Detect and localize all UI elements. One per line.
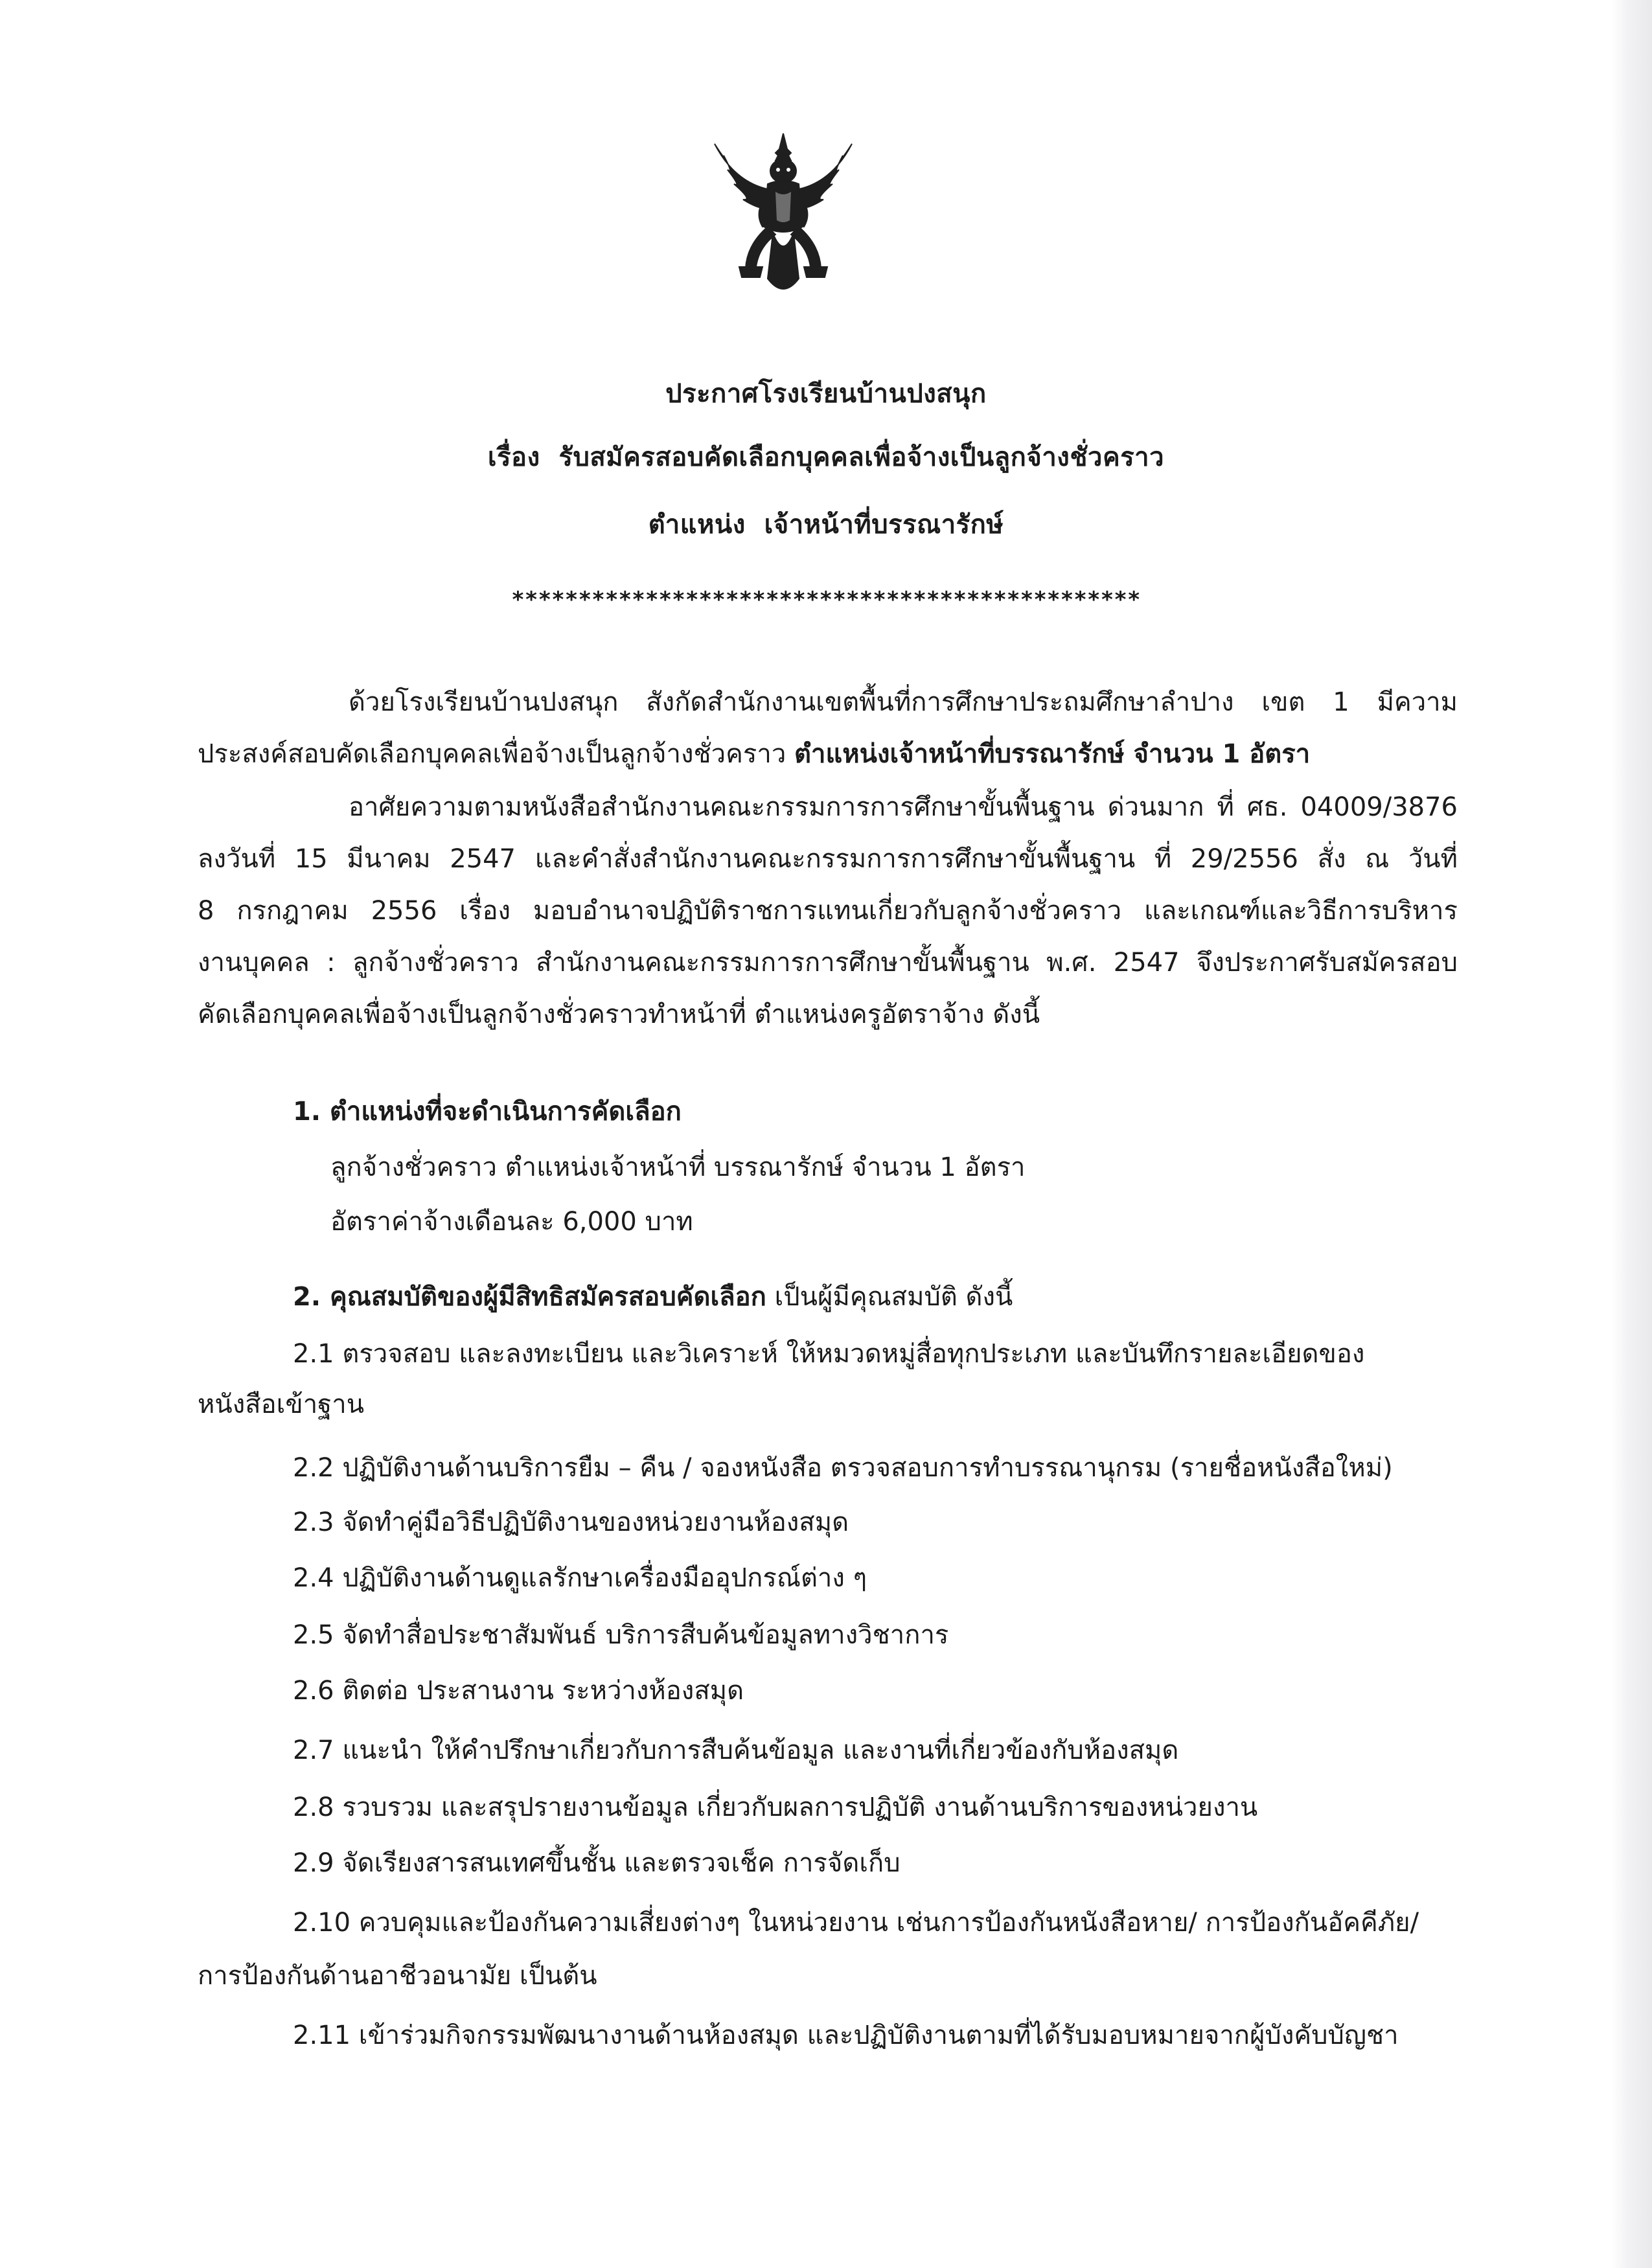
item-2-9: 2.9 จัดเรียงสารสนเทศขึ้นชั้น และตรวจเช็ค การจัดเก็บ [293, 1848, 901, 1878]
scan-edge-shadow [1612, 0, 1652, 2268]
intro-p2-line4: งานบุคคล : ลูกจ้างชั่วคราว สำนักงานคณะกรรมการการศึกษาขั้นพื้นฐาน พ.ศ. 2547 จึงประกาศรับสมัครสอบ [198, 948, 1458, 978]
item-2-11: 2.11 เข้าร่วมกิจกรรมพัฒนางานด้านห้องสมุด และปฏิบัติงานตามที่ได้รับมอบหมายจากผู้บังคับบัญชา [293, 2021, 1399, 2050]
intro-p2-line2: ลงวันที่ 15 มีนาคม 2547 และคำสั่งสำนักงานคณะกรรมการการศึกษาขั้นพื้นฐาน ที่ 29/2556 สั่ง ณ วันที่ [198, 844, 1458, 874]
intro-p2-line5: คัดเลือกบุคคลเพื่อจ้างเป็นลูกจ้างชั่วคราวทำหน้าที่ ตำแหน่งครูอัตราจ้าง ดังนี้ [198, 1000, 1040, 1029]
section1-line1: ลูกจ้างชั่วคราว ตำแหน่งเจ้าหน้าที่ บรรณารักษ์ จำนวน 1 อัตรา [330, 1152, 1026, 1182]
divider-stars: *********************************************** [511, 587, 1141, 613]
section2-heading-bold: 2. คุณสมบัติของผู้มีสิทธิสมัครสอบคัดเลือก [293, 1282, 766, 1312]
section2-heading [293, 1277, 1013, 1316]
item-2-6: 2.6 ติดต่อ ประสานงาน ระหว่างห้องสมุด [293, 1676, 744, 1706]
item-2-10-line1: 2.10 ควบคุมและป้องกันความเสี่ยงต่างๆ ในหน่วยงาน เช่นการป้องกันหนังสือหาย/ การป้องกันอัคคีภัย/ [293, 1908, 1419, 1938]
section1-heading: 1. ตำแหน่งที่จะดำเนินการคัดเลือก [293, 1097, 682, 1127]
item-2-1-line2: หนังสือเข้าฐาน [198, 1390, 365, 1419]
intro-p1-line2 [198, 735, 1310, 773]
item-2-1-line1: 2.1 ตรวจสอบ และลงทะเบียน และวิเคราะห์ ให้หมวดหมู่สื่อทุกประเภท และบันทึกรายละเอียดของ [293, 1339, 1365, 1369]
garuda-emblem-icon [708, 130, 858, 306]
item-2-7: 2.7 แนะนำ ให้คำปรึกษาเกี่ยวกับการสืบค้นข้อมูล และงานที่เกี่ยวข้องกับห้องสมุด [293, 1735, 1179, 1765]
intro-p2-line3: 8 กรกฎาคม 2556 เรื่อง มอบอำนาจปฏิบัติราชการแทนเกี่ยวกับลูกจ้างชั่วคราว และเกณฑ์และวิธีการบริหาร [198, 896, 1458, 926]
item-2-3: 2.3 จัดทำคู่มือวิธีปฏิบัติงานของหน่วยงานห้องสมุด [293, 1507, 849, 1537]
position-line [0, 505, 1652, 544]
announcement-title: ประกาศโรงเรียนบ้านปงสนุก [665, 379, 987, 409]
position-text: เจ้าหน้าที่บรรณารักษ์ [764, 510, 1004, 540]
section2-heading-regular: เป็นผู้มีคุณสมบัติ ดังนี้ [766, 1282, 1013, 1312]
intro-p2-line1: อาศัยความตามหนังสือสำนักงานคณะกรรมการการศึกษาขั้นพื้นฐาน ด่วนมาก ที่ ศธ. 04009/3876 [349, 792, 1458, 822]
intro-p1-line2-bold: ตำแหน่งเจ้าหน้าที่บรรณารักษ์ จำนวน 1 อัตรา [794, 739, 1311, 769]
position-label: ตำแหน่ง [648, 510, 746, 540]
intro-p1-line1: ด้วยโรงเรียนบ้านปงสนุก สังกัดสำนักงานเขตพื้นที่การศึกษาประถมศึกษาลำปาง เขต 1 มีความ [349, 687, 1458, 717]
item-2-4: 2.4 ปฏิบัติงานด้านดูแลรักษาเครื่องมืออุปกรณ์ต่าง ๆ [293, 1563, 867, 1593]
subject-label: เรื่อง [487, 442, 540, 472]
subject-text: รับสมัครสอบคัดเลือกบุคคลเพื่อจ้างเป็นลูกจ้างชั่วคราว [558, 442, 1165, 472]
item-2-10-line2: การป้องกันด้านอาชีวอนามัย เป็นต้น [198, 1961, 597, 1991]
item-2-5: 2.5 จัดทำสื่อประชาสัมพันธ์ บริการสืบค้นข้อมูลทางวิชาการ [293, 1620, 949, 1650]
intro-p1-line2-regular: ประสงค์สอบคัดเลือกบุคคลเพื่อจ้างเป็นลูกจ้างชั่วคราว [198, 739, 795, 769]
section1-line2: อัตราค่าจ้างเดือนละ 6,000 บาท [330, 1207, 693, 1237]
item-2-8: 2.8 รวบรวม และสรุปรายงานข้อมูล เกี่ยวกับผลการปฏิบัติ งานด้านบริการของหน่วยงาน [293, 1793, 1258, 1822]
item-2-2: 2.2 ปฏิบัติงานด้านบริการยืม – คืน / จองหนังสือ ตรวจสอบการทำบรรณานุกรม (รายชื่อหนังสือใหม่) [293, 1453, 1393, 1483]
subject-line [0, 438, 1652, 477]
